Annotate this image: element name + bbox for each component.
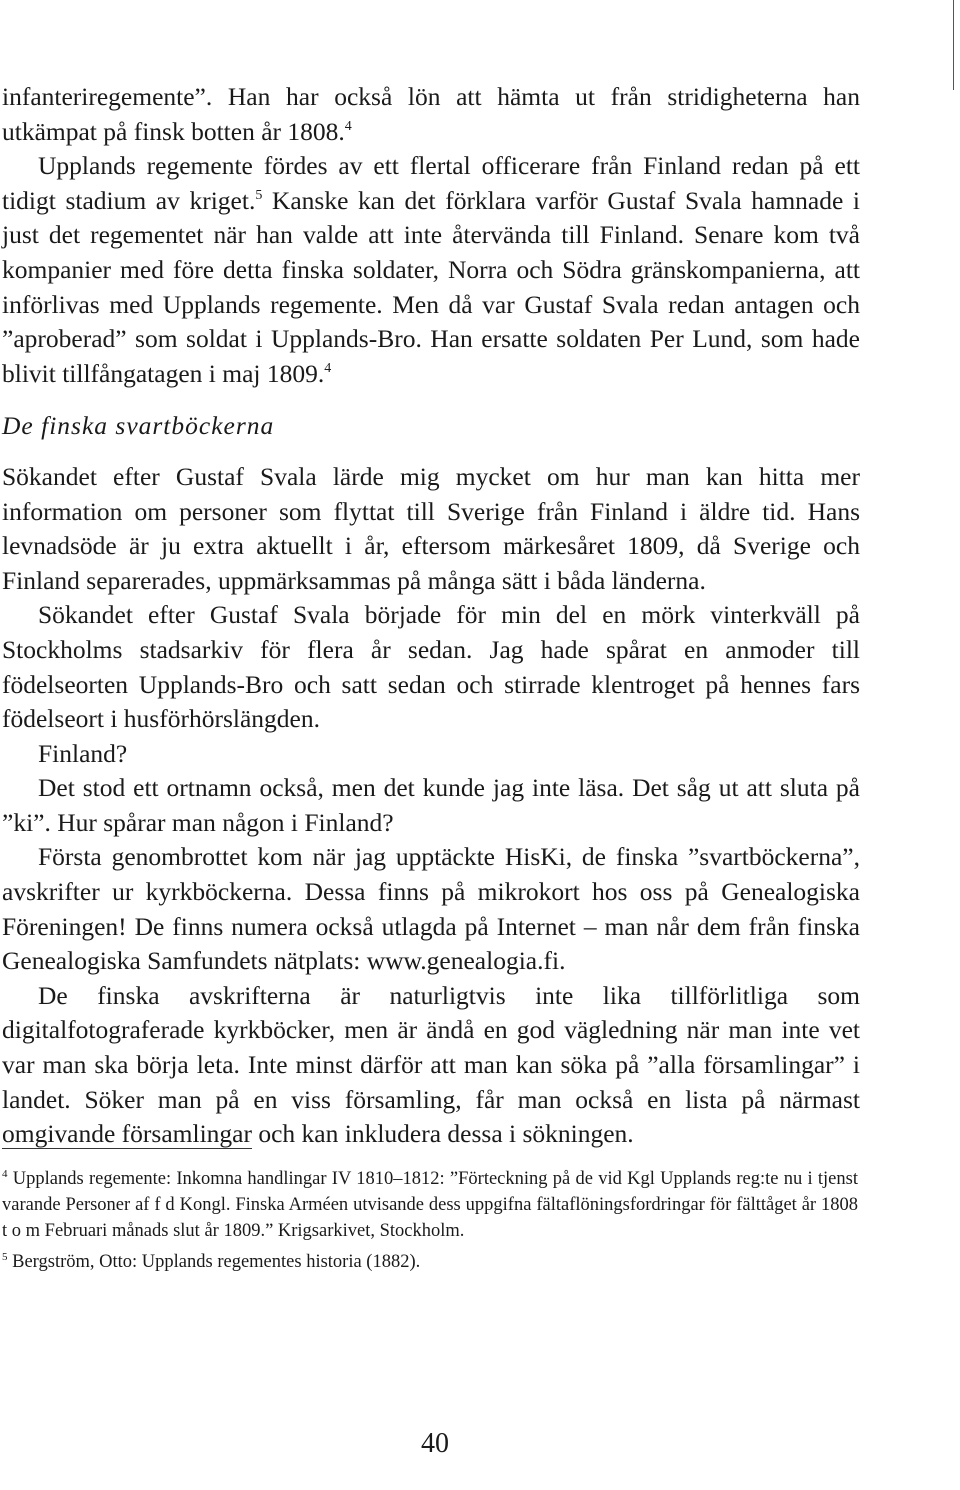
footnote-4 — [2, 1166, 858, 1245]
footnote-divider — [2, 1148, 252, 1149]
footnote-text: Bergström, Otto: Upplands regementes historia (1882). — [7, 1251, 421, 1272]
paragraph-8: De finska avskrifterna är naturligtvis inte lika tillförlitliga som digitalfotograferade kyrkböcker, men är ändå en god vägledning när man inte vet var man ska börja leta. Inte minst därför att man kan söka på ”alla församlingar” i landet. Söker man på en viss församling, får man också en lista på närmast omgivande församlingar och kan inkludera dessa i sökningen. — [2, 980, 860, 1149]
main-text — [2, 80, 860, 1152]
paragraph-1-text: infanteriregemente”. Han har också lön att hämta ut från stridigheterna han utkämpat på finsk botten år 1808. — [2, 82, 860, 146]
paragraph-2 — [2, 149, 860, 391]
paragraph-2-text-a: Upplands regemente fördes av ett flertal officerare från Finland redan på ett tidigt stadium av kriget. — [2, 151, 860, 215]
footnote-ref-4-second: 4 — [324, 360, 332, 376]
paragraph-7: Första genombrottet kom när jag upptäckte HisKi, de finska ”svartböckerna”, avskrifter ur kyrkböckerna. Dessa finns på mikrokort hos oss på Genealogiska Föreningen! De finns numera också utlagda på Internet – man når dem från finska Genealogiska Samfundets nätplats: www.genealogia.fi. — [2, 842, 860, 976]
footnote-ref-4: 4 — [344, 118, 352, 134]
section-heading: De finska svartböckerna — [2, 411, 275, 441]
footnote-text: Upplands regemente: Inkomna handlingar IV 1810–1812: ”Förteckning på de vid Kgl Upplands reg:te nu i tjenst varande Personer af f d Kongl. Finska Arméen utvisande dess uppgifna fältaflöningsfordringar för fälttåget år 1808 t o m Februari månads slut år 1809.” Krigsarkivet, Stockholm. — [2, 1169, 858, 1242]
footnote-number: 5 — [2, 1250, 8, 1263]
paragraph-4: Sökandet efter Gustaf Svala började för min del en mörk vinterkväll på Stockholms stadsarkiv för flera år sedan. Jag hade spårat en anmoder till födelseorten Upplands-Bro och satt sedan och stirrade klentroget på hennes fars födelseort i husförhörslängden. — [2, 600, 860, 734]
paragraph-6: Det stod ett ortnamn också, men det kunde jag inte läsa. Det såg ut att sluta på ”ki”. Hur spårar man någon i Finland? — [2, 773, 860, 837]
footnote-number: 4 — [2, 1168, 8, 1180]
paragraph-2-text-b: Kanske kan det förklara varför Gustaf Svala hamnade i just det regementet när han valde att inte återvända till Finland. Senare kom två kompanier med före detta finska soldater, Norra och Södra gränskompanierna, att införlivas med Upplands regemente. Men då var Gustaf Svala redan antagen och ”aproberad” som soldat i Upplands-Bro. Han ersatte soldaten Per Lund, som hade blivit tillfångatagen i maj 1809. — [2, 185, 860, 388]
footnote-ref-5: 5 — [255, 187, 263, 203]
paragraph-3: Sökandet efter Gustaf Svala lärde mig mycket om hur man kan hitta mer information om personer som flyttat till Sverige från Finland i äldre tid. Hans levnadsöde är ju extra aktuellt i år, eftersom märkesåret 1809, då Sverige och Finland separerades, uppmärksammas på många sätt i båda länderna. — [2, 461, 860, 595]
footnote-5 — [2, 1249, 858, 1275]
paragraph-1 — [2, 80, 860, 149]
paragraph-5: Finland? — [38, 738, 128, 768]
footnotes — [2, 1166, 858, 1279]
page-number: 40 — [421, 1428, 449, 1459]
margin-line — [953, 0, 954, 90]
